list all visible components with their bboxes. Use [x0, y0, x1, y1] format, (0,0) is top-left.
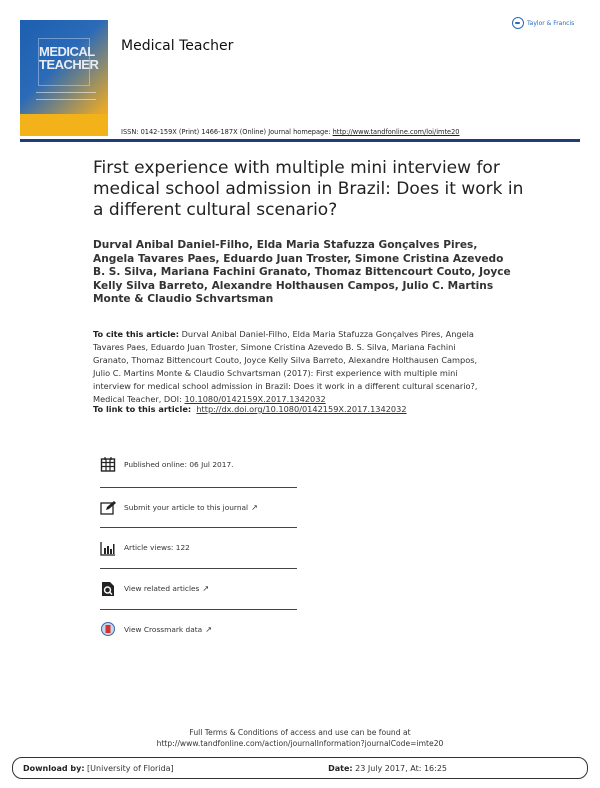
item-label: Submit your article to this journal: [124, 503, 249, 512]
item-label: Article views: 122: [124, 543, 190, 552]
article-link-line: [93, 404, 407, 414]
terms-link[interactable]: http://www.tandfonline.com/action/journalInformation?journalCode=imte20: [156, 739, 444, 748]
article-title: First experience with multiple mini interview for medical school admission in Brazil: Does it work in a different cultural scenario?: [93, 158, 524, 220]
download-label: Download by:: [23, 763, 85, 773]
related-articles-link[interactable]: [100, 568, 297, 608]
cover-title: MEDICAL: [39, 44, 95, 59]
journal-homepage-link[interactable]: http://www.tandfonline.com/loi/imte20: [332, 128, 460, 136]
item-label: View related articles: [124, 584, 200, 593]
download-value: [University of Florida]: [84, 763, 174, 773]
search-document-icon: [100, 581, 116, 597]
terms-footer: [0, 727, 600, 749]
external-link-icon: ↗: [202, 584, 210, 593]
journal-cover-image: [20, 20, 108, 136]
crossmark-icon: [100, 622, 116, 638]
terms-text: Full Terms & Conditions of access and use can be found at: [189, 728, 411, 737]
external-link-icon: ↗: [251, 503, 258, 512]
cite-label: To cite this article:: [93, 329, 179, 339]
header-divider: [20, 139, 580, 142]
date-value: 23 July 2017, At: 16:25: [352, 763, 447, 773]
submit-article-link[interactable]: [100, 487, 297, 527]
date-label: Date:: [328, 763, 353, 773]
item-label: View Crossmark data: [124, 625, 203, 634]
calendar-icon: [100, 456, 116, 472]
edit-icon: [100, 500, 116, 516]
bar-chart-icon: [100, 540, 116, 556]
article-views-item: [100, 527, 297, 567]
link-label: To link to this article:: [93, 404, 192, 414]
article-authors: Durval Anibal Daniel-Filho, Elda Maria Stafuzza Gonçalves Pires, Angela Tavares Paes, Eduardo Juan Troster, Simone Cristina Azevedo B. S. Silva, Mariana Fachini Granato, Thomaz Bittencourt Couto, Joyce Kelly Silva Barreto, Alexandre Holthausen Campos, Julio C. Martins Monte & Claudio Schvartsman: [93, 239, 511, 306]
publisher-logo: [512, 17, 574, 29]
article-url-link[interactable]: http://dx.doi.org/10.1080/0142159X.2017.1342032: [196, 404, 407, 414]
issn-text: ISSN: 0142-159X (Print) 1466-187X (Online) Journal homepage:: [121, 128, 333, 136]
external-link-icon: ↗: [205, 625, 212, 634]
crossmark-link[interactable]: [100, 609, 297, 649]
journal-name: Medical Teacher: [121, 38, 234, 54]
item-label: Published online: 06 Jul 2017.: [124, 459, 234, 469]
publisher-logo-icon: [512, 17, 524, 29]
citation: [93, 328, 493, 406]
cover-title: TEACHER: [39, 57, 99, 72]
issn-line: [121, 128, 460, 136]
publisher-logo-text: Taylor & Francis: [527, 19, 575, 27]
download-info-box: [12, 757, 588, 779]
doi-link[interactable]: 10.1080/0142159X.2017.1342032: [184, 394, 326, 404]
cite-text: Durval Anibal Daniel-Filho, Elda Maria Stafuzza Gonçalves Pires, Angela Tavares Paes, Eduardo Juan Troster, Simone Cristina Azevedo B. S. Silva, Mariana Fachini Granato, Thomaz Bittencourt Couto, Joyce Kelly Silva Barreto, Alexandre Holthausen Campos, Julio C. Martins Monte & Claudio Schvartsman (2017): First experience with multiple mini interview for medical school admission in Brazil: Does it work in a different cultural scenario?, Medical Teacher, DOI:: [93, 329, 478, 404]
published-online-item: [100, 444, 297, 484]
